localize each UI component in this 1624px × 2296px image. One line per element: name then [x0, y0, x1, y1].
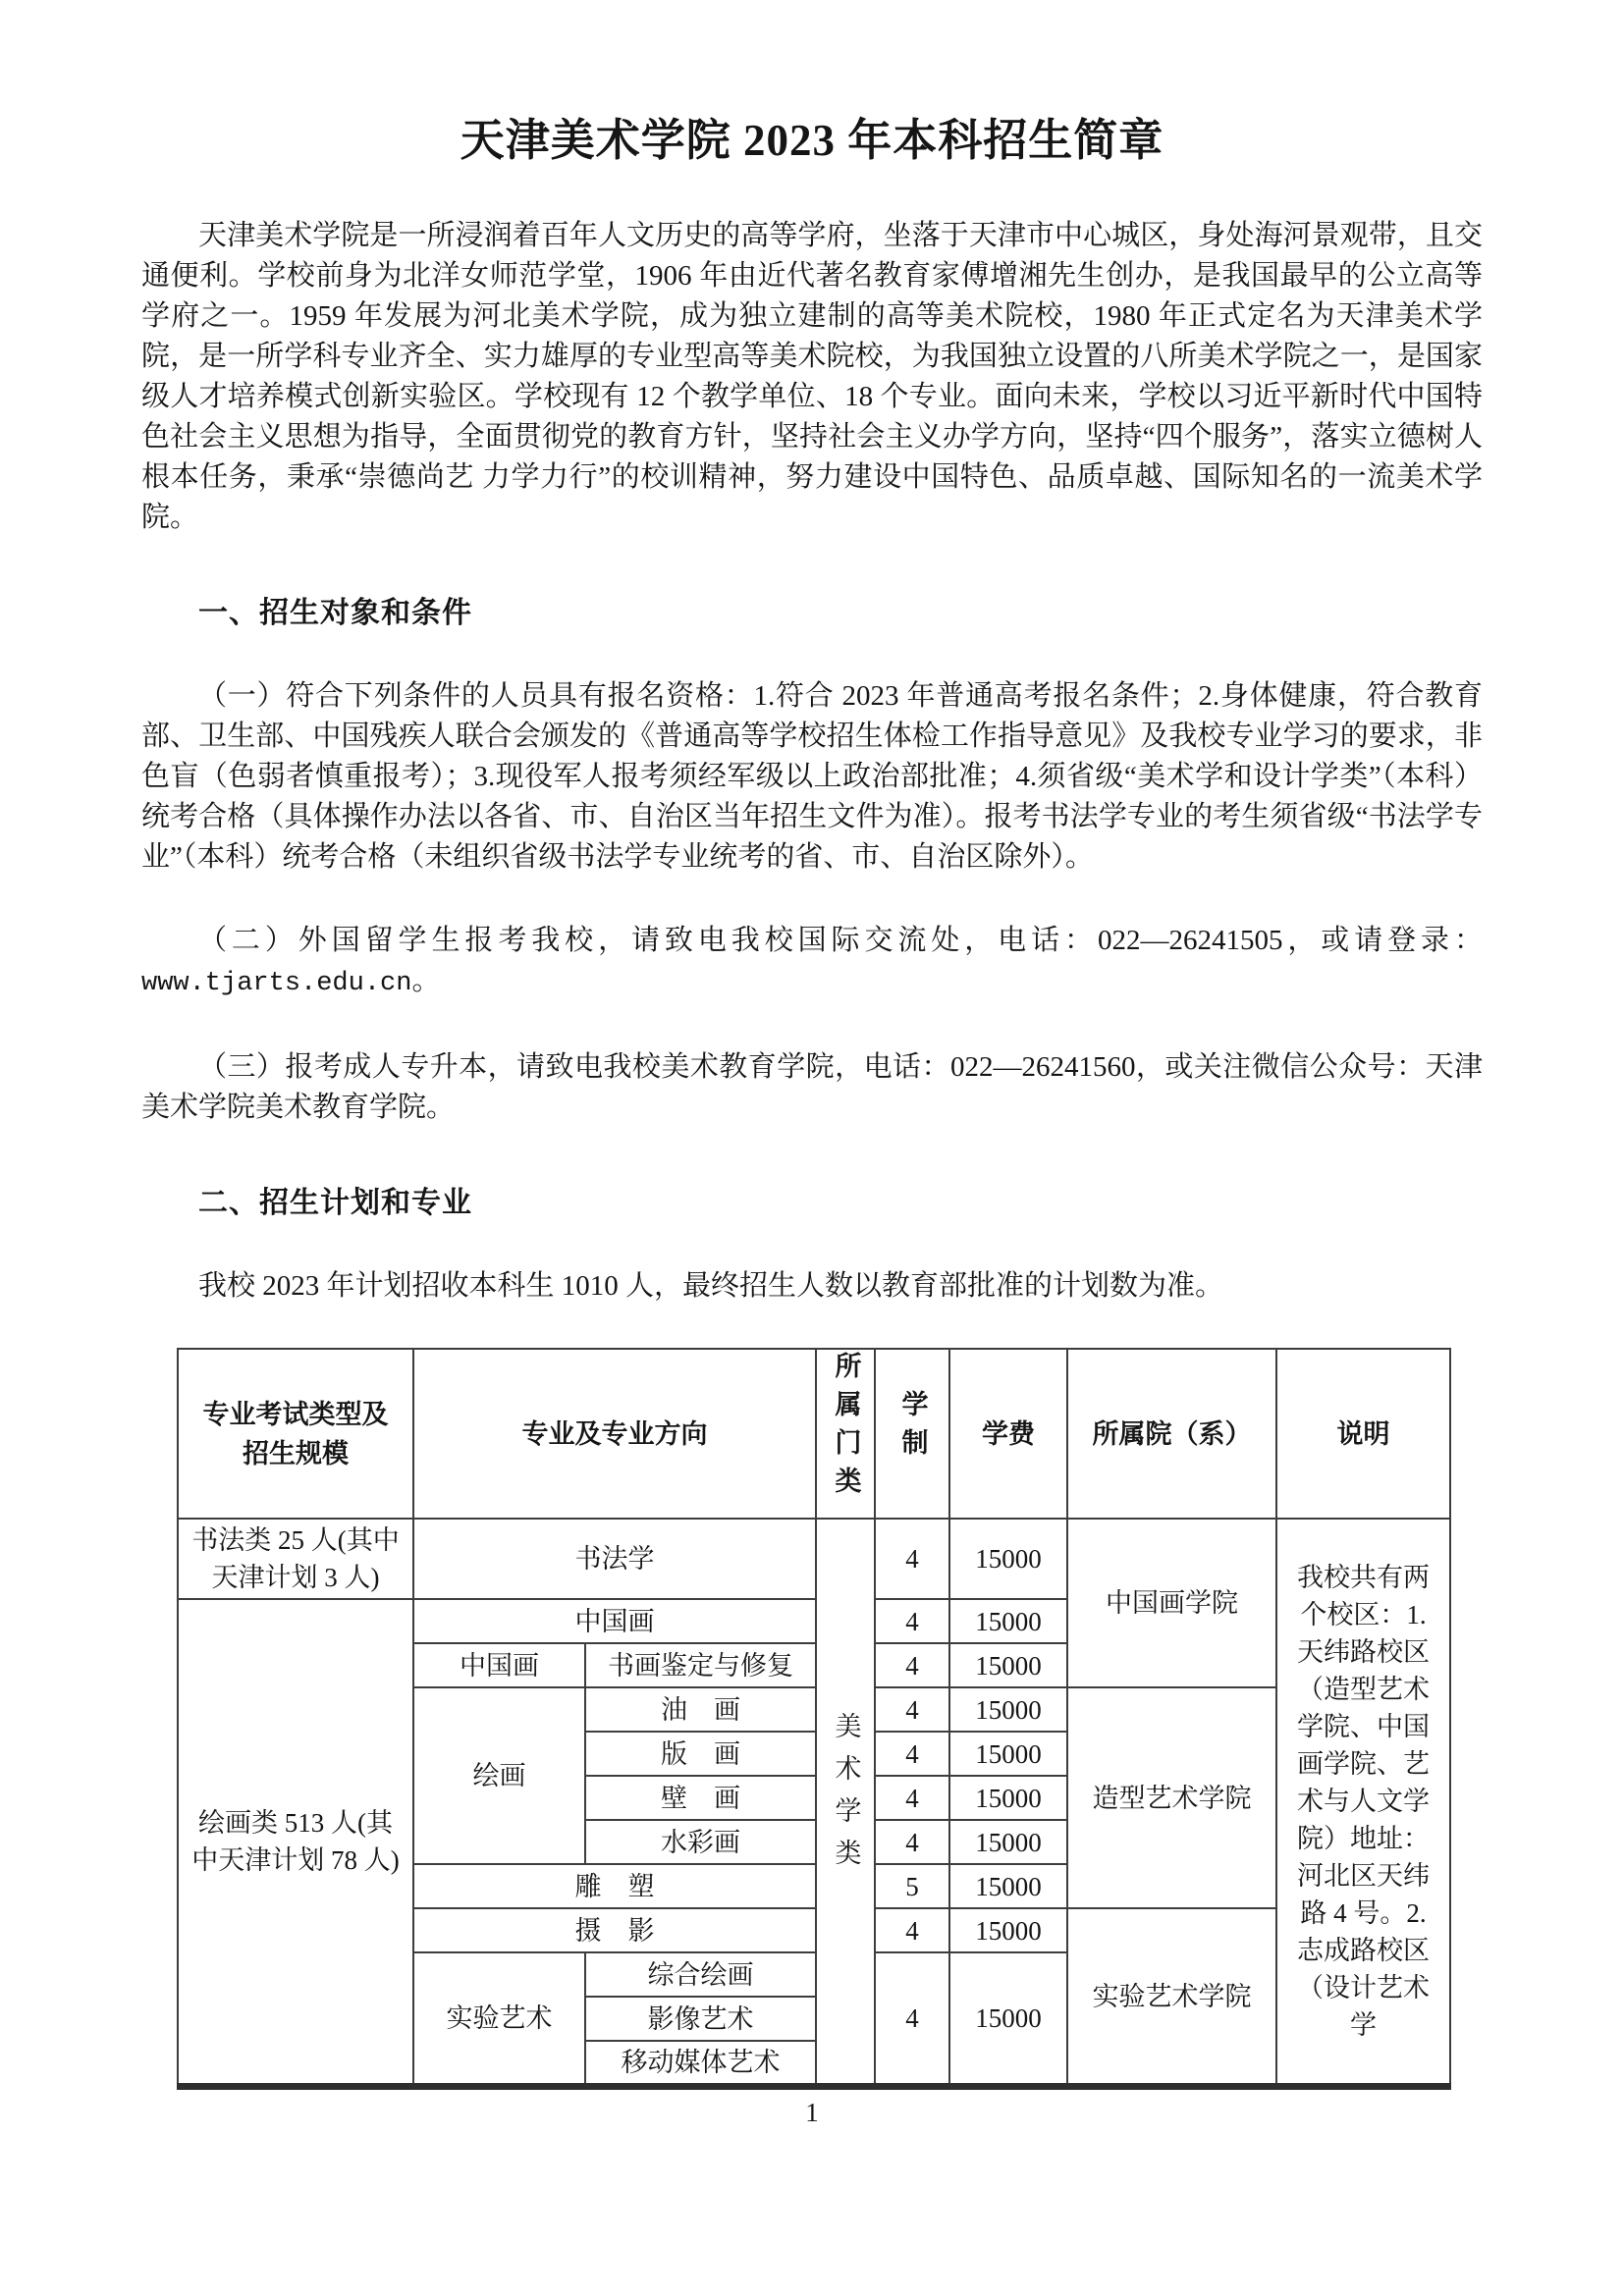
header-exam-type: 专业考试类型及招生规模 — [178, 1349, 413, 1519]
duration-cell: 5 — [875, 1864, 949, 1908]
header-duration — [875, 1349, 949, 1519]
tuition-cell: 15000 — [949, 1599, 1067, 1643]
header-school: 所属院（系） — [1067, 1349, 1276, 1519]
major-cell: 版 画 — [585, 1732, 816, 1776]
duration-cell: 4 — [875, 1908, 949, 1952]
admission-plan-table — [177, 1348, 1451, 2090]
tuition-cell: 15000 — [949, 1952, 1067, 2087]
duration-cell: 4 — [875, 1519, 949, 1599]
header-duration-text: 学制 — [897, 1390, 928, 1467]
duration-cell: 4 — [875, 1643, 949, 1687]
section1-paragraph-2-text: （二）外国留学生报考我校，请致电我校国际交流处，电话：022—26241505，或请登录： — [198, 925, 1483, 956]
major-group-cell: 实验艺术 — [413, 1952, 585, 2087]
major-cell: 中国画 — [413, 1599, 816, 1643]
duration-cell: 4 — [875, 1952, 949, 2087]
duration-cell: 4 — [875, 1820, 949, 1864]
category-cell — [816, 1519, 875, 2087]
table-row-calligraphy — [178, 1519, 1450, 1599]
tuition-cell: 15000 — [949, 1908, 1067, 1952]
major-cell: 摄 影 — [413, 1908, 816, 1952]
section2-paragraph-1: 我校 2023 年计划招收本科生 1010 人，最终招生人数以教育部批准的计划数为准。 — [198, 1270, 1224, 1302]
header-category — [816, 1349, 875, 1519]
school-cell: 造型艺术学院 — [1067, 1687, 1276, 1908]
duration-cell: 4 — [875, 1599, 949, 1643]
header-note: 说明 — [1276, 1349, 1450, 1519]
major-cell: 油 画 — [585, 1687, 816, 1732]
section1-paragraph-2-end: 。 — [411, 965, 441, 996]
exam-type-cell: 书法类 25 人(其中天津计划 3 人) — [178, 1519, 413, 1599]
major-group-cell: 绘画 — [413, 1687, 585, 1864]
duration-cell: 4 — [875, 1732, 949, 1776]
major-cell: 综合绘画 — [585, 1952, 816, 1997]
tuition-cell: 15000 — [949, 1519, 1067, 1599]
intro-paragraph: 天津美术学院是一所浸润着百年人文历史的高等学府，坐落于天津市中心城区，身处海河景观带，且交通便利。学校前身为北洋女师范学堂，1906 年由近代著名教育家傅增湘先生创办，是我国最早的公立高等学府之一。1959 年发展为河北美术学院，成为独立建制的高等美术院校，1980 年正式定名为天津美术学院，是一所学科专业齐全、实力雄厚的专业型高等美术院校，为我国独立设置的八所美术学院之一，是国家级人才培养模式创新实验区。学校现有 12 个教学单位、18 个专业。面向未来，学校以习近平新时代中国特色社会主义思想为指导，全面贯彻党的教育方针，坚持社会主义办学方向，坚持“四个服务”，落实立德树人根本任务，秉承“崇德尚艺 力学力行”的校训精神，努力建设中国特色、品质卓越、国际知名的一流美术学院。 — [141, 220, 1483, 533]
major-cell: 影像艺术 — [585, 1997, 816, 2041]
note-cell: 我校共有两个校区：1.天纬路校区（造型艺术学院、中国画学院、艺术与人文学院）地址：河北区天纬路 4 号。2.志成路校区（设计艺术学 — [1276, 1519, 1450, 2087]
header-tuition: 学费 — [949, 1349, 1067, 1519]
school-cell: 中国画学院 — [1067, 1519, 1276, 1687]
page-number: 1 — [805, 2098, 819, 2127]
duration-cell: 4 — [875, 1687, 949, 1732]
school-cell: 实验艺术学院 — [1067, 1908, 1276, 2087]
major-cell: 移动媒体艺术 — [585, 2041, 816, 2087]
tuition-cell: 15000 — [949, 1732, 1067, 1776]
tuition-cell: 15000 — [949, 1820, 1067, 1864]
document-title: 天津美术学院 2023 年本科招生简章 — [460, 116, 1164, 165]
tuition-cell: 15000 — [949, 1864, 1067, 1908]
category-text: 美术学类 — [831, 1712, 861, 1881]
tuition-cell: 15000 — [949, 1687, 1067, 1732]
table-header-row — [178, 1349, 1450, 1519]
header-category-text: 所属门类 — [831, 1352, 861, 1505]
section1-paragraph-1: （一）符合下列条件的人员具有报名资格：1.符合 2023 年普通高考报名条件；2.身体健康，符合教育部、卫生部、中国残疾人联合会颁发的《普通高等学校招生体检工作指导意见》及我校专业学习的要求，非色盲（色弱者慎重报考）；3.现役军人报考须经军级以上政治部批准；4.须省级“美术学和设计学类”（本科）统考合格（具体操作办法以各省、市、自治区当年招生文件为准）。报考书法学专业的考生须省级“书法学专业”（本科）统考合格（未组织省级书法学专业统考的省、市、自治区除外）。 — [141, 680, 1483, 873]
major-cell: 雕 塑 — [413, 1864, 816, 1908]
duration-cell: 4 — [875, 1776, 949, 1820]
major-cell: 书画鉴定与修复 — [585, 1643, 816, 1687]
section2-heading: 二、招生计划和专业 — [198, 1187, 472, 1219]
major-group-cell: 中国画 — [413, 1643, 585, 1687]
major-cell: 书法学 — [413, 1519, 816, 1599]
section1-heading: 一、招生对象和条件 — [198, 597, 472, 629]
exam-type-cell: 绘画类 513 人(其中天津计划 78 人) — [178, 1599, 413, 2087]
section1-paragraph-2 — [141, 921, 1483, 1004]
header-major: 专业及专业方向 — [413, 1349, 816, 1519]
website-url: www.tjarts.edu.cn — [141, 969, 412, 998]
major-cell: 壁 画 — [585, 1776, 816, 1820]
tuition-cell: 15000 — [949, 1776, 1067, 1820]
tuition-cell: 15000 — [949, 1643, 1067, 1687]
section1-paragraph-3: （三）报考成人专升本，请致电我校美术教育学院，电话：022—26241560，或关注微信公众号：天津美术学院美术教育学院。 — [141, 1051, 1483, 1123]
major-cell: 水彩画 — [585, 1820, 816, 1864]
